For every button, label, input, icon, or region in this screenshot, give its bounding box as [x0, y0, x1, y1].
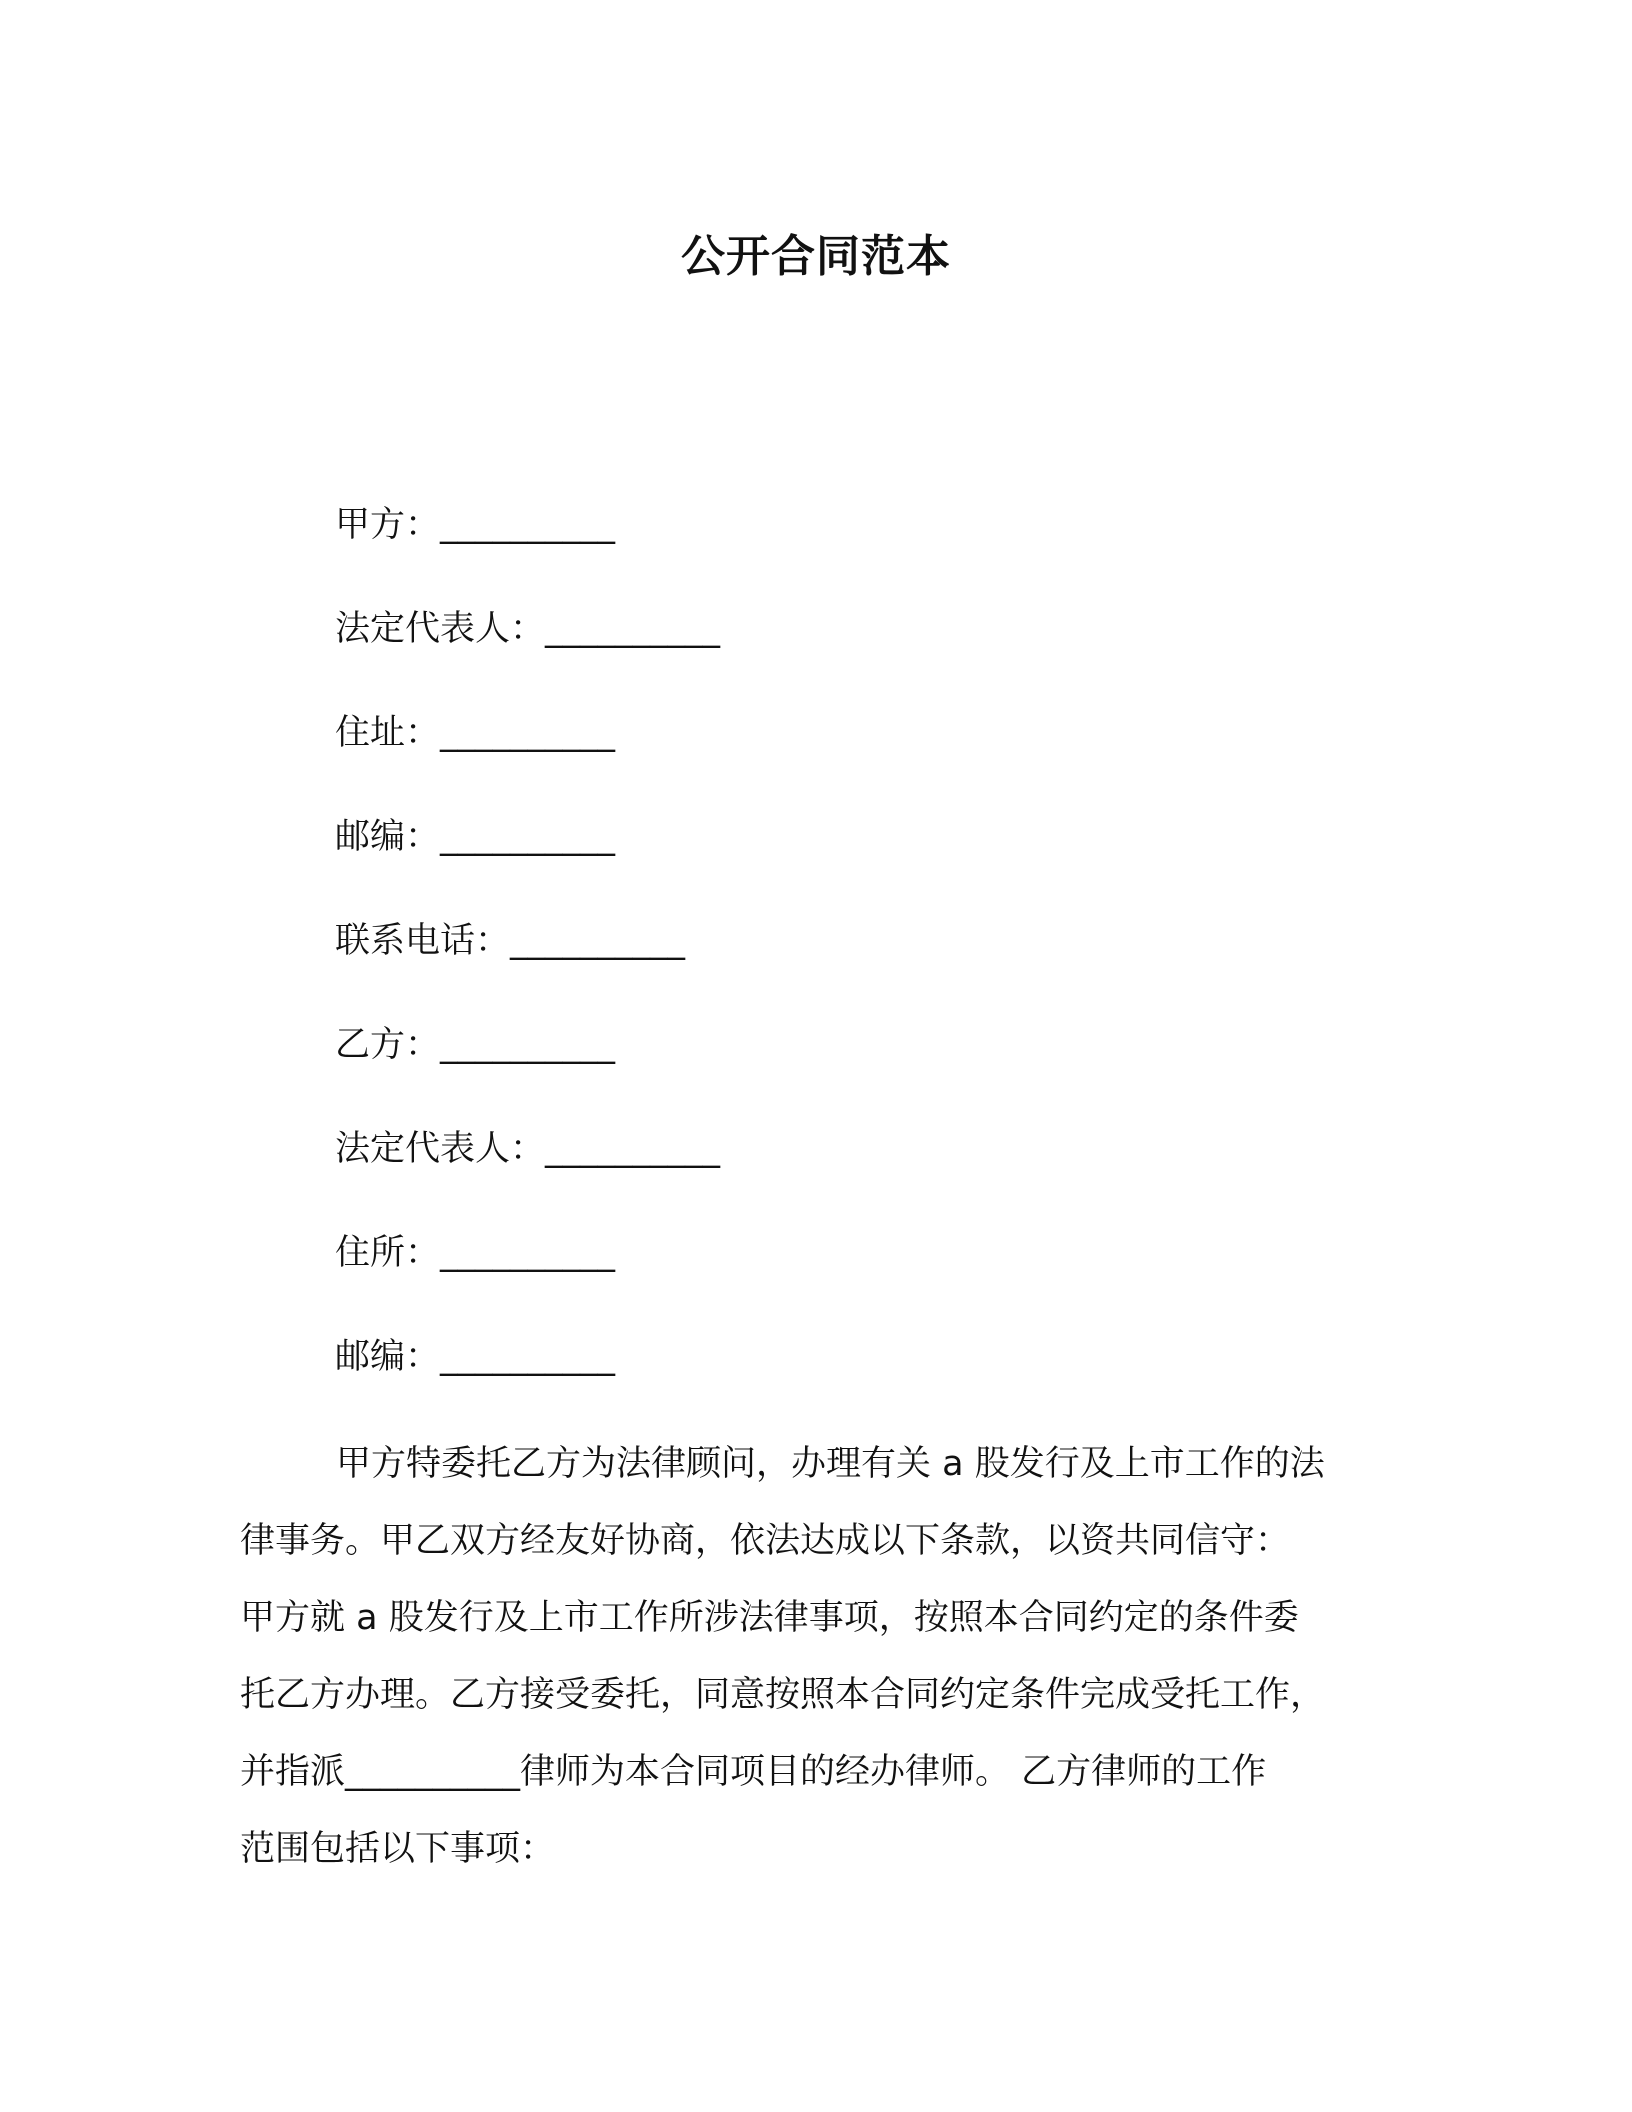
party-a-address-field: 住址：__________: [335, 713, 616, 753]
party-a-phone-field: 联系电话：__________: [335, 921, 686, 961]
body-line: 甲方特委托乙方为法律顾问，办理有关 a 股发行及上市工作的法: [336, 1444, 1325, 1484]
body-line: 并指派__________律师为本合同项目的经办律师。 乙方律师的工作: [240, 1752, 1267, 1792]
party-a-legal-representative-field: 法定代表人：__________: [335, 609, 721, 649]
party-b-legal-representative-field: 法定代表人：__________: [335, 1129, 721, 1169]
document-title: 公开合同范本: [681, 231, 951, 282]
body-line: 律事务。甲乙双方经友好协商，依法达成以下条款，以资共同信守：: [240, 1521, 1291, 1561]
party-a-field: 甲方：__________: [335, 505, 616, 545]
party-a-postcode-field: 邮编：__________: [335, 817, 616, 857]
body-line: 范围包括以下事项：: [240, 1829, 556, 1869]
party-info-fields: [335, 497, 720, 1433]
party-b-residence-field: 住所：__________: [335, 1233, 616, 1273]
body-line: 托乙方办理。乙方接受委托，同意按照本合同约定条件完成受托工作，: [240, 1675, 1326, 1715]
contract-body-paragraph: [240, 1426, 1390, 1888]
body-line: 甲方就 a 股发行及上市工作所涉法律事项，按照本合同约定的条件委: [240, 1598, 1299, 1638]
party-b-field: 乙方：__________: [335, 1025, 616, 1065]
party-b-postcode-field: 邮编：__________: [335, 1337, 616, 1377]
